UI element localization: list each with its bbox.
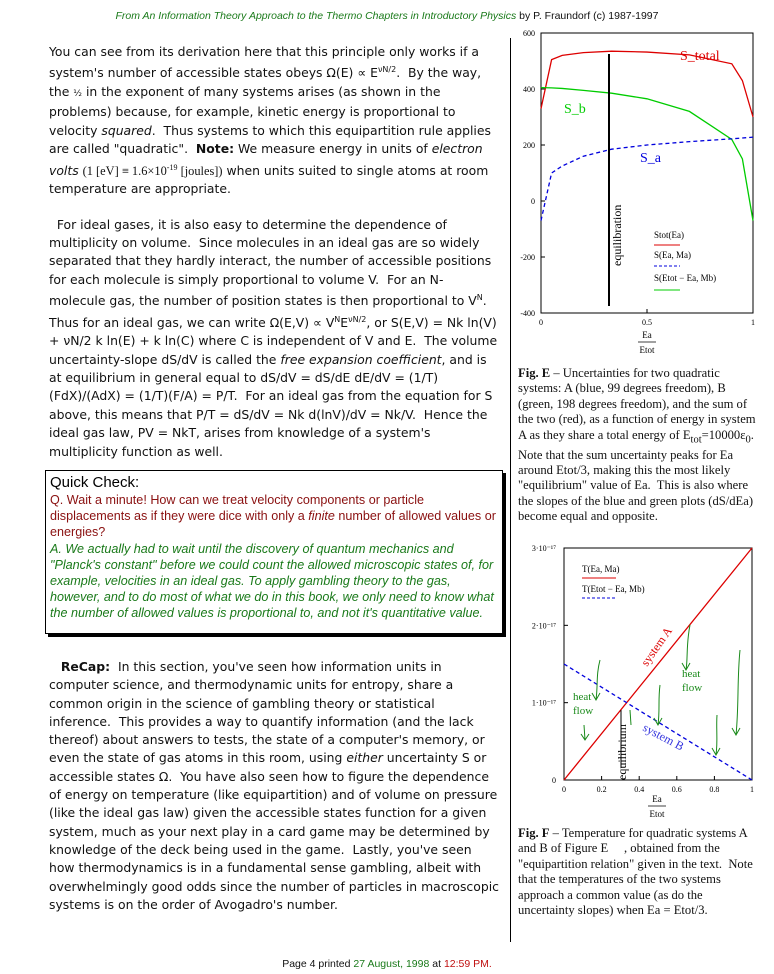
y-tick-label: 2·10⁻¹⁷ [531, 621, 556, 631]
legend-entry-2: S(Ea, Ma) [654, 250, 691, 260]
question-text: Q. Wait a minute! How can we treat velocity components or particle displacements as if they were dice with only a [50, 493, 424, 524]
y-tick-label: 0 [552, 776, 556, 785]
legend-entry-1: Stot(Ea) [654, 230, 684, 240]
footer-at: at [432, 958, 442, 970]
series-line-s-a [541, 137, 753, 220]
legend-entry-3: S(Etot − Ea, Mb) [654, 273, 717, 283]
legend-f-entry-1: T(Ea, Ma) [582, 564, 620, 574]
figure-e-chart [512, 26, 762, 362]
system-b-label: system B [640, 720, 687, 754]
footer-date: 27 August, 1998 [353, 958, 430, 970]
fig-e-xlabel-den: Etot [639, 345, 655, 355]
heat-flow-left-1: heat [573, 691, 592, 703]
equilibrium-label: equilibrium [615, 724, 629, 780]
fig-e-xlabel-num: Ea [642, 330, 652, 340]
figure-f-caption: Fig. F – Temperature for quadratic systems A and B of Figure E , obtained from the "equipartition relation" given in the text. Note that the temperatures of the two systems approach a common value (as do the uncertainty slopes) when Ea = Etot/3. [518, 826, 753, 918]
s-b-label: S_b [564, 102, 586, 117]
quick-check-box [45, 470, 503, 634]
page-footer [0, 958, 774, 970]
y-tick-label: -200 [520, 253, 535, 262]
series-line-system-a [564, 548, 752, 780]
x-tick-label: 0.5 [642, 318, 652, 327]
figure-f-chart [512, 540, 762, 822]
y-tick-label: 400 [523, 85, 535, 94]
heat-flow-left-2: flow [573, 705, 594, 717]
x-tick-label: 1 [751, 318, 755, 327]
paragraph-1: You can see from its derivation here that this principle only works if a system's number of accessible states obeys $\Omega(E) \propto E^{\nu N/2}$. By the way, the ½ in the exponent of many systems arises (as shown in the problems) because, for example, kinetic energy is proportional to velocity squared. Thus systems to which this equipartition rule applies are called "quadratic". Note: We measure energy in units of electron volts (1 $[eV] \equiv 1.6\times 10^{-19}$ [joules]) when units suited to single atoms at room temperature are appropriate. [49, 44, 491, 197]
y-tick-label: 3·10⁻¹⁷ [531, 544, 556, 553]
main-text [49, 43, 499, 478]
recap-label: ReCap: [60, 659, 111, 674]
y-tick-label: -400 [520, 309, 535, 318]
x-tick-label: 0.6 [671, 785, 682, 794]
heat-flow-right-2: flow [682, 682, 703, 694]
figure-e-caption: Fig. E – Uncertainties for two quadratic systems: A (blue, 99 degrees freedom), B (green, 198 degrees freedom), and the sum of the two (red), as a function of energy in system A as they share a total energy of $E_{tot}=10000\varepsilon_0$. Note that the sum uncertainty peaks for Ea around Etot/3, making this the most likely "equilibrium" value of Ea. This is also where the slopes of the blue and green plots (dS/dEa) become equal and opposite. [518, 366, 758, 524]
column-divider [510, 38, 511, 942]
y-tick-label: 0 [531, 197, 535, 206]
header-title: From An Information Theory Approach to the Thermo Chapters in Introductory Physics [115, 10, 517, 22]
quick-check-title: Quick Check: [50, 474, 140, 491]
quick-check-question [50, 492, 498, 541]
x-tick-label: 0.8 [709, 785, 720, 794]
fig-f-xlabel-num: Ea [652, 794, 662, 804]
y-tick-label: 1·10⁻¹⁷ [531, 698, 556, 708]
x-tick-label: 0.4 [634, 785, 645, 794]
page-header [0, 10, 774, 22]
s-a-label: S_a [640, 151, 661, 166]
fig-f-xlabel-den: Etot [649, 809, 665, 819]
quick-check-answer: A. We actually had to wait until the discovery of quantum mechanics and "Planck's constant" before we could count the allowed microscopic states of, for example, velocities in an ideal gas. To apply gambling theory to the gas, however, and to do most of what we do in this book, we only need to know what the number of allowed values is proportional to, and not it's quantitative value. [50, 541, 494, 621]
y-tick-label: 600 [523, 29, 535, 38]
recap-paragraph: ReCap: In this section, you've seen how information units in computer science, and thermodynamic units for entropy, share a common origin in the science of gambling theory or statistical inference. This provides a way to quantify information (and the lack thereof) about answers to tests, the state of a computer's memory, or even the state of gas atoms in this room, using either uncertainty S or accessible states Ω. You have also seen how to figure the dependence of energy on temperature (like equipartition) and of volume on pressure (like the ideal gas law) given the accessible states function for a given system, much as your next play in a card game may be determined by knowledge of the deck being used in the game. Lastly, you've seen how thermodynamics is in a fundamental sense gambling, albeit with overwhelmingly good odds since the number of particles in macroscopic systems is on the order of Avogadro's number. [49, 659, 499, 912]
fig-e-frame [541, 33, 753, 313]
x-tick-label: 1 [750, 785, 754, 794]
system-a-label: system A [637, 624, 675, 669]
header-author: by P. Fraundorf (c) 1987-1997 [519, 10, 659, 22]
footer-prefix: Page 4 printed [282, 958, 351, 970]
y-tick-label: 200 [523, 141, 535, 150]
x-tick-label: 0 [539, 318, 543, 327]
question-text-end: number of allowed values or energies? [50, 509, 496, 540]
question-emphasis: finite [308, 509, 335, 524]
x-tick-label: 0 [562, 785, 566, 794]
paragraph-2: For ideal gases, it is also easy to determine the dependence of multiplicity on volume. Since molecules in an ideal gas are so widely separated that they hardly interact, the number of accessible positions for each molecule is simply proportional to volume V. For an N-molecule gas, the number of position states is then proportional to $V^N$. Thus for an ideal gas, we can write $\Omega(E,V) \propto V^NE^{\nu N/2}$, or S(E,V) = Nk ln(V) + νN/2 k ln(E) + k ln(C) where C is independent of V and E. The volume uncertainty-slope dS/dV is called the free expansion coefficient, and is at equilibrium in general equal to dS/dV = dS/dE dE/dV = (1/T)(FdX)/(AdX) = (1/T)(F/A) = P/T. For an ideal gas from the equation for S above, this means that P/T = dS/dV = Nk d(lnV)/dV = Nk/V. Hence the ideal gas law, PV = NkT, arises from knowledge of a system's multiplicity function as well. [49, 216, 498, 459]
equilibration-label: equilibration [610, 204, 624, 266]
footer-time: 12:59 PM. [443, 958, 492, 970]
s-total-label: S_total [680, 49, 720, 64]
x-tick-label: 0.2 [596, 785, 607, 794]
heat-flow-right-1: heat [682, 668, 701, 680]
legend-f-entry-2: T(Etot − Ea, Mb) [582, 584, 645, 594]
